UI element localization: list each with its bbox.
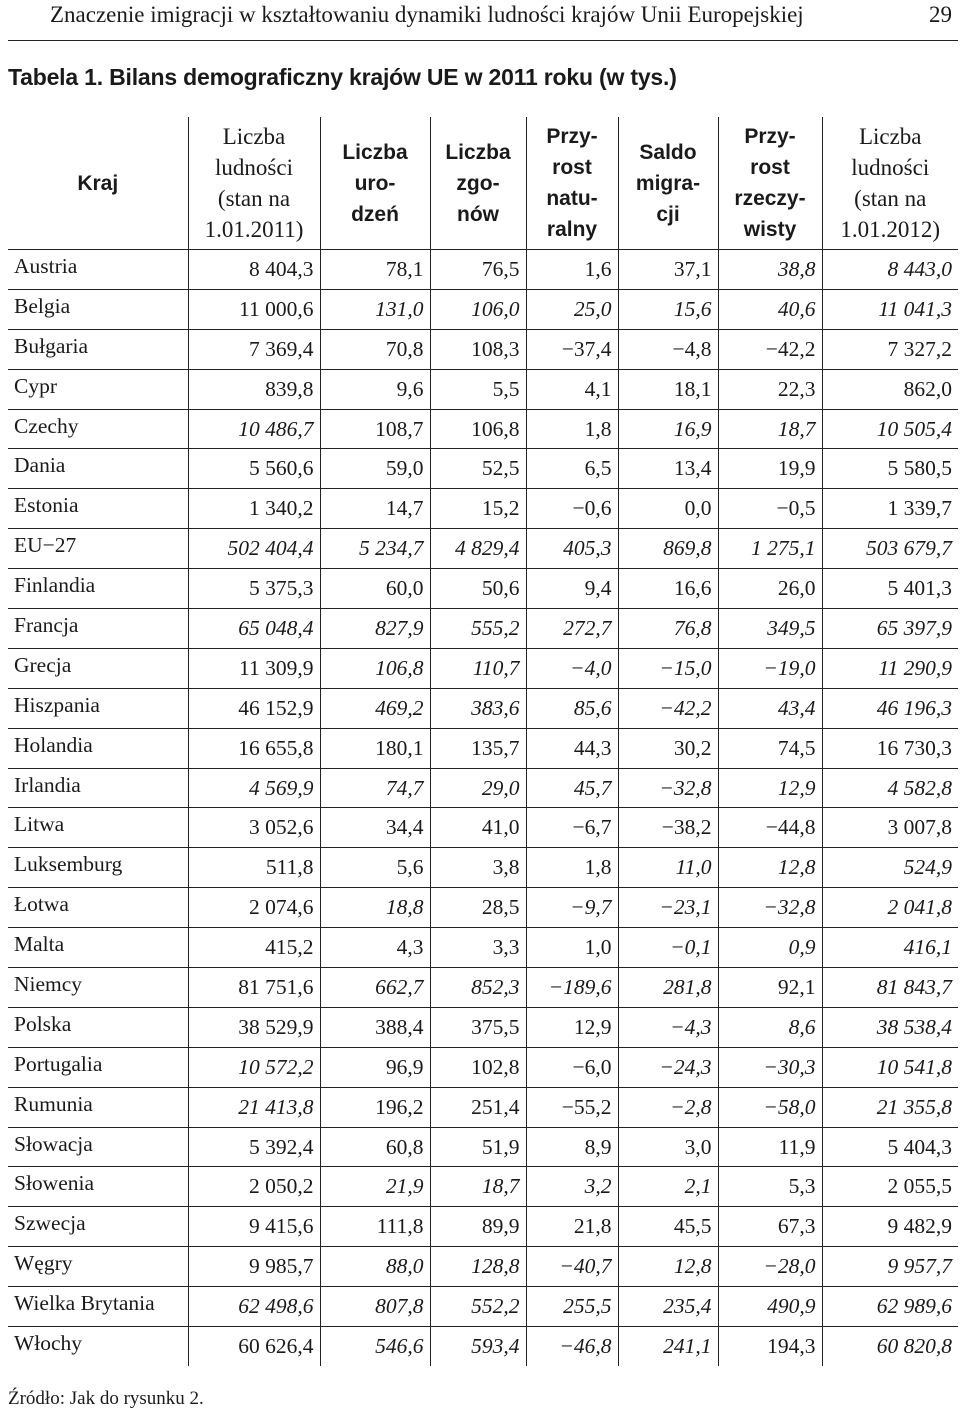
natural-increase-cell: −6,7 bbox=[526, 808, 618, 848]
births-cell: 5,6 bbox=[320, 848, 430, 888]
natural-increase-cell: −55,2 bbox=[526, 1087, 618, 1127]
actual-increase-cell: 490,9 bbox=[718, 1287, 822, 1327]
births-cell: 21,9 bbox=[320, 1167, 430, 1207]
births-cell: 827,9 bbox=[320, 609, 430, 649]
births-cell: 4,3 bbox=[320, 928, 430, 968]
col-header-population-2012: Liczba ludności (stan na 1.01.2012) bbox=[822, 117, 958, 250]
deaths-cell: 375,5 bbox=[430, 1007, 526, 1047]
population-2011-cell: 511,8 bbox=[188, 848, 320, 888]
population-2012-cell: 9 482,9 bbox=[822, 1207, 958, 1247]
births-cell: 14,7 bbox=[320, 489, 430, 529]
col-header-actual-increase: Przy- rost rzeczy- wisty bbox=[718, 117, 822, 250]
natural-increase-cell: 272,7 bbox=[526, 609, 618, 649]
net-migration-cell: −0,1 bbox=[618, 928, 718, 968]
population-2012-cell: 62 989,6 bbox=[822, 1287, 958, 1327]
births-cell: 5 234,7 bbox=[320, 529, 430, 569]
deaths-cell: 3,3 bbox=[430, 928, 526, 968]
natural-increase-cell: 45,7 bbox=[526, 768, 618, 808]
natural-increase-cell: 9,4 bbox=[526, 569, 618, 609]
population-2012-cell: 2 055,5 bbox=[822, 1167, 958, 1207]
deaths-cell: 108,3 bbox=[430, 329, 526, 369]
actual-increase-cell: −44,8 bbox=[718, 808, 822, 848]
population-2012-cell: 1 339,7 bbox=[822, 489, 958, 529]
running-title: Znaczenie imigracji w kształtowaniu dynamiki ludności krajów Unii Europejskiej bbox=[50, 2, 804, 27]
net-migration-cell: 13,4 bbox=[618, 449, 718, 489]
deaths-cell: 383,6 bbox=[430, 688, 526, 728]
table-row bbox=[8, 250, 958, 290]
table-row bbox=[8, 1127, 958, 1167]
deaths-cell: 5,5 bbox=[430, 369, 526, 409]
table-row bbox=[8, 808, 958, 848]
net-migration-cell: −15,0 bbox=[618, 648, 718, 688]
population-2011-cell: 46 152,9 bbox=[188, 688, 320, 728]
population-2012-cell: 416,1 bbox=[822, 928, 958, 968]
population-2012-cell: 46 196,3 bbox=[822, 688, 958, 728]
actual-increase-cell: −30,3 bbox=[718, 1047, 822, 1087]
net-migration-cell: 45,5 bbox=[618, 1207, 718, 1247]
natural-increase-cell: 25,0 bbox=[526, 289, 618, 329]
natural-increase-cell: 6,5 bbox=[526, 449, 618, 489]
deaths-cell: 135,7 bbox=[430, 728, 526, 768]
table-row bbox=[8, 329, 958, 369]
population-2011-cell: 2 074,6 bbox=[188, 888, 320, 928]
net-migration-cell: −2,8 bbox=[618, 1087, 718, 1127]
deaths-cell: 3,8 bbox=[430, 848, 526, 888]
natural-increase-cell: 12,9 bbox=[526, 1007, 618, 1047]
country-cell: Finlandia bbox=[8, 569, 188, 609]
col-header-net-migration: Saldo migra- cji bbox=[618, 117, 718, 250]
population-2012-cell: 524,9 bbox=[822, 848, 958, 888]
col-header-country: Kraj bbox=[8, 117, 188, 250]
table-row bbox=[8, 289, 958, 329]
table-row bbox=[8, 529, 958, 569]
country-cell: Hiszpania bbox=[8, 688, 188, 728]
natural-increase-cell: −0,6 bbox=[526, 489, 618, 529]
population-2011-cell: 62 498,6 bbox=[188, 1287, 320, 1327]
births-cell: 196,2 bbox=[320, 1087, 430, 1127]
natural-increase-cell: 85,6 bbox=[526, 688, 618, 728]
deaths-cell: 555,2 bbox=[430, 609, 526, 649]
country-cell: Luksemburg bbox=[8, 848, 188, 888]
net-migration-cell: 0,0 bbox=[618, 489, 718, 529]
col-header-natural-increase: Przy- rost natu- ralny bbox=[526, 117, 618, 250]
country-cell: Belgia bbox=[8, 289, 188, 329]
population-2011-cell: 81 751,6 bbox=[188, 968, 320, 1008]
country-cell: Włochy bbox=[14, 1331, 83, 1356]
actual-increase-cell: 194,3 bbox=[718, 1327, 822, 1366]
actual-increase-cell: 1 275,1 bbox=[718, 529, 822, 569]
table-row bbox=[8, 1167, 958, 1207]
table-row bbox=[8, 1327, 958, 1366]
actual-increase-cell: −58,0 bbox=[718, 1087, 822, 1127]
country-cell: Niemcy bbox=[8, 968, 188, 1008]
source-note: Źródło: Jak do rysunku 2. bbox=[8, 1388, 204, 1409]
population-2012-cell: 81 843,7 bbox=[822, 968, 958, 1008]
table-row bbox=[8, 928, 958, 968]
actual-increase-cell: 40,6 bbox=[718, 289, 822, 329]
population-2012-cell: 11 290,9 bbox=[822, 648, 958, 688]
population-2012-cell: 11 041,3 bbox=[822, 289, 958, 329]
population-2012-cell: 10 541,8 bbox=[822, 1047, 958, 1087]
country-cell: Słowenia bbox=[8, 1167, 188, 1207]
natural-increase-cell: −4,0 bbox=[526, 648, 618, 688]
births-cell: 546,6 bbox=[320, 1327, 430, 1366]
population-2012-cell: 38 538,4 bbox=[822, 1007, 958, 1047]
page-number: 29 bbox=[929, 2, 952, 27]
actual-increase-cell: 11,9 bbox=[718, 1127, 822, 1167]
natural-increase-cell: −6,0 bbox=[526, 1047, 618, 1087]
net-migration-cell: 241,1 bbox=[618, 1327, 718, 1366]
deaths-cell: 76,5 bbox=[430, 250, 526, 290]
births-cell: 96,9 bbox=[320, 1047, 430, 1087]
population-2011-cell: 10 572,2 bbox=[188, 1047, 320, 1087]
deaths-cell: 4 829,4 bbox=[430, 529, 526, 569]
table-row bbox=[8, 1287, 958, 1327]
natural-increase-cell: 255,5 bbox=[526, 1287, 618, 1327]
population-2012-cell: 10 505,4 bbox=[822, 409, 958, 449]
net-migration-cell: 3,0 bbox=[618, 1127, 718, 1167]
country-cell: Dania bbox=[8, 449, 188, 489]
natural-increase-cell: 8,9 bbox=[526, 1127, 618, 1167]
population-2012-cell: 16 730,3 bbox=[822, 728, 958, 768]
table-row bbox=[8, 768, 958, 808]
country-cell: Litwa bbox=[8, 808, 188, 848]
births-cell: 108,7 bbox=[320, 409, 430, 449]
deaths-cell: 15,2 bbox=[430, 489, 526, 529]
population-2012-cell: 60 820,8 bbox=[822, 1327, 958, 1366]
natural-increase-cell: 3,2 bbox=[526, 1167, 618, 1207]
country-cell: Irlandia bbox=[8, 768, 188, 808]
population-2011-cell: 11 000,6 bbox=[188, 289, 320, 329]
col-header-population-2011: Liczba ludności (stan na 1.01.2011) bbox=[188, 117, 320, 250]
table-row bbox=[8, 409, 958, 449]
population-2011-cell: 8 404,3 bbox=[188, 250, 320, 290]
actual-increase-cell: −0,5 bbox=[718, 489, 822, 529]
table-row bbox=[8, 888, 958, 928]
net-migration-cell: 16,6 bbox=[618, 569, 718, 609]
country-cell: EU−27 bbox=[8, 529, 188, 569]
population-2011-cell: 7 369,4 bbox=[188, 329, 320, 369]
population-2011-cell: 9 415,6 bbox=[188, 1207, 320, 1247]
population-2011-cell: 5 560,6 bbox=[188, 449, 320, 489]
net-migration-cell: 30,2 bbox=[618, 728, 718, 768]
births-cell: 388,4 bbox=[320, 1007, 430, 1047]
deaths-cell: 51,9 bbox=[430, 1127, 526, 1167]
population-2011-cell: 11 309,9 bbox=[188, 648, 320, 688]
population-2011-cell: 60 626,4 bbox=[188, 1327, 320, 1366]
natural-increase-cell: 44,3 bbox=[526, 728, 618, 768]
births-cell: 18,8 bbox=[320, 888, 430, 928]
net-migration-cell: 15,6 bbox=[618, 289, 718, 329]
births-cell: 60,0 bbox=[320, 569, 430, 609]
population-2011-cell: 21 413,8 bbox=[188, 1087, 320, 1127]
table-row bbox=[8, 489, 958, 529]
population-2011-cell: 502 404,4 bbox=[188, 529, 320, 569]
births-cell: 34,4 bbox=[320, 808, 430, 848]
table-row bbox=[8, 1007, 958, 1047]
population-2012-cell: 5 401,3 bbox=[822, 569, 958, 609]
net-migration-cell: −4,8 bbox=[618, 329, 718, 369]
net-migration-cell: 281,8 bbox=[618, 968, 718, 1008]
natural-increase-cell: 405,3 bbox=[526, 529, 618, 569]
population-2011-cell: 415,2 bbox=[188, 928, 320, 968]
deaths-cell: 552,2 bbox=[430, 1287, 526, 1327]
table-body bbox=[8, 250, 958, 1366]
actual-increase-cell: −32,8 bbox=[718, 888, 822, 928]
table-row bbox=[8, 968, 958, 1008]
population-2011-cell: 16 655,8 bbox=[188, 728, 320, 768]
country-cell: Portugalia bbox=[8, 1047, 188, 1087]
country-cell: Bułgaria bbox=[8, 329, 188, 369]
population-2012-cell: 5 404,3 bbox=[822, 1127, 958, 1167]
deaths-cell: 41,0 bbox=[430, 808, 526, 848]
table-row bbox=[8, 1207, 958, 1247]
net-migration-cell: −4,3 bbox=[618, 1007, 718, 1047]
country-cell: Łotwa bbox=[8, 888, 188, 928]
deaths-cell: 106,8 bbox=[430, 409, 526, 449]
actual-increase-cell: −28,0 bbox=[718, 1247, 822, 1287]
population-2011-cell: 65 048,4 bbox=[188, 609, 320, 649]
net-migration-cell: 11,0 bbox=[618, 848, 718, 888]
table-row bbox=[8, 449, 958, 489]
population-2011-cell: 3 052,6 bbox=[188, 808, 320, 848]
population-2012-cell: 3 007,8 bbox=[822, 808, 958, 848]
population-2012-cell: 21 355,8 bbox=[822, 1087, 958, 1127]
natural-increase-cell: −46,8 bbox=[526, 1327, 618, 1366]
table-row bbox=[8, 369, 958, 409]
births-cell: 9,6 bbox=[320, 369, 430, 409]
deaths-cell: 110,7 bbox=[430, 648, 526, 688]
births-cell: 807,8 bbox=[320, 1287, 430, 1327]
population-2012-cell: 65 397,9 bbox=[822, 609, 958, 649]
population-2011-cell: 38 529,9 bbox=[188, 1007, 320, 1047]
deaths-cell: 128,8 bbox=[430, 1247, 526, 1287]
country-cell: Rumunia bbox=[8, 1087, 188, 1127]
natural-increase-cell: 1,0 bbox=[526, 928, 618, 968]
actual-increase-cell: 67,3 bbox=[718, 1207, 822, 1247]
natural-increase-cell: −9,7 bbox=[526, 888, 618, 928]
net-migration-cell: −42,2 bbox=[618, 688, 718, 728]
net-migration-cell: 235,4 bbox=[618, 1287, 718, 1327]
actual-increase-cell: 0,9 bbox=[718, 928, 822, 968]
table-caption: Tabela 1. Bilans demograficzny krajów UE w 2011 roku (w tys.) bbox=[8, 64, 677, 90]
births-cell: 469,2 bbox=[320, 688, 430, 728]
natural-increase-cell: −37,4 bbox=[526, 329, 618, 369]
population-2011-cell: 839,8 bbox=[188, 369, 320, 409]
births-cell: 131,0 bbox=[320, 289, 430, 329]
births-cell: 106,8 bbox=[320, 648, 430, 688]
net-migration-cell: 76,8 bbox=[618, 609, 718, 649]
country-cell: Cypr bbox=[8, 369, 188, 409]
table-row bbox=[8, 1087, 958, 1127]
births-cell: 70,8 bbox=[320, 329, 430, 369]
table-row bbox=[8, 688, 958, 728]
population-2012-cell: 5 580,5 bbox=[822, 449, 958, 489]
actual-increase-cell: 74,5 bbox=[718, 728, 822, 768]
population-2011-cell: 4 569,9 bbox=[188, 768, 320, 808]
natural-increase-cell: 1,8 bbox=[526, 848, 618, 888]
country-cell: Szwecja bbox=[8, 1207, 188, 1247]
natural-increase-cell: 1,8 bbox=[526, 409, 618, 449]
actual-increase-cell: 26,0 bbox=[718, 569, 822, 609]
population-2011-cell: 9 985,7 bbox=[188, 1247, 320, 1287]
births-cell: 78,1 bbox=[320, 250, 430, 290]
country-cell: Austria bbox=[8, 250, 188, 290]
actual-increase-cell: 349,5 bbox=[718, 609, 822, 649]
header-row bbox=[8, 117, 958, 250]
table-row bbox=[8, 848, 958, 888]
net-migration-cell: −32,8 bbox=[618, 768, 718, 808]
net-migration-cell: −38,2 bbox=[618, 808, 718, 848]
population-2011-cell: 2 050,2 bbox=[188, 1167, 320, 1207]
population-2012-cell: 8 443,0 bbox=[822, 250, 958, 290]
country-cell: Estonia bbox=[8, 489, 188, 529]
country-cell: Słowacja bbox=[8, 1127, 188, 1167]
deaths-cell: 29,0 bbox=[430, 768, 526, 808]
actual-increase-cell: 12,8 bbox=[718, 848, 822, 888]
net-migration-cell: −24,3 bbox=[618, 1047, 718, 1087]
col-header-births: Liczba uro- dzeń bbox=[320, 117, 430, 250]
actual-increase-cell: 12,9 bbox=[718, 768, 822, 808]
net-migration-cell: 37,1 bbox=[618, 250, 718, 290]
natural-increase-cell: 4,1 bbox=[526, 369, 618, 409]
births-cell: 60,8 bbox=[320, 1127, 430, 1167]
actual-increase-cell: 5,3 bbox=[718, 1167, 822, 1207]
population-2012-cell: 7 327,2 bbox=[822, 329, 958, 369]
country-cell: Polska bbox=[8, 1007, 188, 1047]
table-row bbox=[8, 728, 958, 768]
population-2012-cell: 4 582,8 bbox=[822, 768, 958, 808]
deaths-cell: 52,5 bbox=[430, 449, 526, 489]
births-cell: 662,7 bbox=[320, 968, 430, 1008]
table-row bbox=[8, 569, 958, 609]
net-migration-cell: 2,1 bbox=[618, 1167, 718, 1207]
table-row bbox=[8, 1247, 958, 1287]
deaths-cell: 102,8 bbox=[430, 1047, 526, 1087]
actual-increase-cell: 43,4 bbox=[718, 688, 822, 728]
net-migration-cell: 869,8 bbox=[618, 529, 718, 569]
net-migration-cell: 18,1 bbox=[618, 369, 718, 409]
deaths-cell: 18,7 bbox=[430, 1167, 526, 1207]
population-2011-cell: 5 392,4 bbox=[188, 1127, 320, 1167]
deaths-cell: 50,6 bbox=[430, 569, 526, 609]
population-2012-cell: 2 041,8 bbox=[822, 888, 958, 928]
population-2011-cell: 10 486,7 bbox=[188, 409, 320, 449]
country-cell: Malta bbox=[8, 928, 188, 968]
natural-increase-cell: −40,7 bbox=[526, 1247, 618, 1287]
population-2012-cell: 503 679,7 bbox=[822, 529, 958, 569]
net-migration-cell: 16,9 bbox=[618, 409, 718, 449]
actual-increase-cell: 38,8 bbox=[718, 250, 822, 290]
deaths-cell: 593,4 bbox=[430, 1327, 526, 1366]
country-cell: Wielka Brytania bbox=[8, 1287, 188, 1327]
births-cell: 180,1 bbox=[320, 728, 430, 768]
net-migration-cell: 12,8 bbox=[618, 1247, 718, 1287]
table-row bbox=[8, 1047, 958, 1087]
births-cell: 74,7 bbox=[320, 768, 430, 808]
births-cell: 59,0 bbox=[320, 449, 430, 489]
deaths-cell: 106,0 bbox=[430, 289, 526, 329]
population-2011-cell: 1 340,2 bbox=[188, 489, 320, 529]
births-cell: 88,0 bbox=[320, 1247, 430, 1287]
natural-increase-cell: −189,6 bbox=[526, 968, 618, 1008]
actual-increase-cell: 92,1 bbox=[718, 968, 822, 1008]
country-cell: Czechy bbox=[8, 409, 188, 449]
deaths-cell: 28,5 bbox=[430, 888, 526, 928]
deaths-cell: 852,3 bbox=[430, 968, 526, 1008]
running-header bbox=[8, 0, 958, 41]
actual-increase-cell: −19,0 bbox=[718, 648, 822, 688]
net-migration-cell: −23,1 bbox=[618, 888, 718, 928]
population-2012-cell: 9 957,7 bbox=[822, 1247, 958, 1287]
natural-increase-cell: 21,8 bbox=[526, 1207, 618, 1247]
table-row bbox=[8, 648, 958, 688]
actual-increase-cell: 19,9 bbox=[718, 449, 822, 489]
actual-increase-cell: −42,2 bbox=[718, 329, 822, 369]
population-2011-cell: 5 375,3 bbox=[188, 569, 320, 609]
actual-increase-cell: 22,3 bbox=[718, 369, 822, 409]
country-cell: Francja bbox=[8, 609, 188, 649]
births-cell: 111,8 bbox=[320, 1207, 430, 1247]
actual-increase-cell: 18,7 bbox=[718, 409, 822, 449]
demographic-table bbox=[8, 117, 958, 1366]
country-cell: Węgry bbox=[8, 1247, 188, 1287]
col-header-deaths: Liczba zgo- nów bbox=[430, 117, 526, 250]
deaths-cell: 251,4 bbox=[430, 1087, 526, 1127]
country-cell: Holandia bbox=[8, 728, 188, 768]
table-row bbox=[8, 609, 958, 649]
actual-increase-cell: 8,6 bbox=[718, 1007, 822, 1047]
country-cell: Grecja bbox=[8, 648, 188, 688]
population-2012-cell: 862,0 bbox=[822, 369, 958, 409]
natural-increase-cell: 1,6 bbox=[526, 250, 618, 290]
deaths-cell: 89,9 bbox=[430, 1207, 526, 1247]
